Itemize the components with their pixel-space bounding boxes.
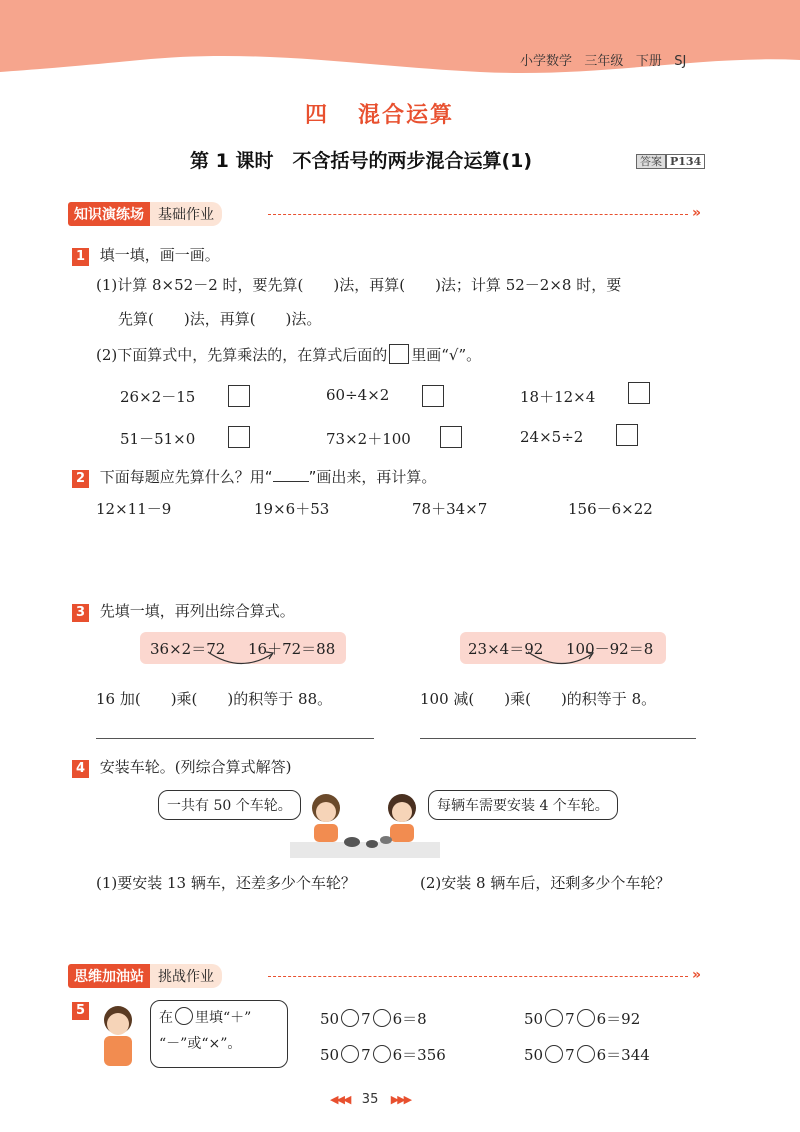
q5-result: 6＝8 — [392, 1010, 427, 1028]
q1-check-box[interactable] — [440, 426, 462, 448]
q1-expression: 18＋12×4 — [520, 388, 596, 406]
sample-circle-icon — [175, 1007, 193, 1025]
q1-check-box[interactable] — [616, 424, 638, 446]
q5-operand: 50 — [524, 1046, 544, 1064]
section-challenge-tag: 思维加油站 — [68, 964, 150, 988]
q5-answer-circle[interactable] — [341, 1045, 359, 1063]
q3-left-arrow-icon — [200, 648, 280, 672]
q3-number: 3 — [72, 604, 89, 622]
q5-answer-circle[interactable] — [373, 1009, 391, 1027]
q1-part1-line1[interactable]: (1)计算 8×52－2 时，要先算( )法，再算( )法；计算 52－2×8 时，要 — [96, 276, 622, 294]
q2-expression[interactable]: 156－6×22 — [568, 500, 653, 518]
chapter-heading — [305, 98, 454, 129]
q4-title-row — [72, 756, 292, 778]
q4-bubble-left: 一共有 50 个车轮。 — [158, 790, 301, 820]
q5-operand: 50 — [320, 1010, 340, 1028]
q1-part1-line2[interactable]: 先算( )法，再算( )法。 — [118, 310, 322, 328]
section-basic — [68, 202, 708, 226]
section-basic-sub: 基础作业 — [150, 202, 222, 226]
children-building-cars-illustration — [290, 780, 440, 860]
section-basic-tag: 知识演练场 — [68, 202, 150, 226]
q2-title-row — [72, 466, 436, 488]
q2-title-a: 下面每题应先算什么？用“ — [99, 468, 273, 486]
q3-right-prompt: 100 减( )乘( )的积等于 8。 — [420, 690, 657, 708]
q5-number: 5 — [72, 1002, 89, 1020]
q5-bubble-text-a: 在 — [159, 1010, 173, 1026]
q1-check-box[interactable] — [628, 382, 650, 404]
q1-number: 1 — [72, 248, 89, 266]
q4-bubble-right: 每辆车需要安装 4 个车轮。 — [428, 790, 618, 820]
q1-part2-row — [96, 344, 481, 365]
q1-part2-text-a: (2)下面算式中，先算乘法的，在算式后面的 — [96, 346, 388, 364]
q5-operand: 50 — [320, 1046, 340, 1064]
header-band — [0, 0, 800, 90]
q5-answer-circle[interactable] — [545, 1045, 563, 1063]
header-grade: 三年级 — [584, 54, 624, 69]
q1-title-row — [72, 244, 220, 266]
page-footer — [330, 1092, 410, 1107]
lesson-title: 第 1 课时 不含括号的两步混合运算(1) — [190, 150, 533, 172]
q5-item — [524, 1008, 640, 1029]
section-divider — [268, 214, 688, 215]
q1-check-box[interactable] — [228, 385, 250, 407]
q1-check-box[interactable] — [228, 426, 250, 448]
q5-operand: 7 — [361, 1046, 371, 1064]
q3-left-prompt: 16 加( )乘( )的积等于 88。 — [96, 690, 333, 708]
q1-expression: 73×2＋100 — [326, 430, 411, 448]
q1-expression: 24×5÷2 — [520, 428, 584, 446]
underline-sample — [273, 469, 309, 482]
q5-answer-circle[interactable] — [577, 1009, 595, 1027]
answer-page: P134 — [666, 154, 705, 169]
chapter-number: 四 — [305, 103, 330, 128]
q3-title: 先填一填，再列出综合算式。 — [99, 602, 295, 620]
next-arrows-icon: ▶▶▶ — [390, 1093, 411, 1106]
q3-left-eq-a: 36×2＝72 — [150, 640, 226, 658]
header-edition: SJ — [674, 54, 687, 69]
q4-title: 安装车轮。(列综合算式解答) — [99, 758, 292, 776]
q5-item — [320, 1044, 446, 1065]
q2-expression[interactable]: 78＋34×7 — [412, 500, 488, 518]
q5-operand: 7 — [361, 1010, 371, 1028]
q2-title-b: ”画出来，再计算。 — [308, 468, 437, 486]
q3-left-eq-b: 16＋72＝88 — [248, 640, 336, 658]
section-arrow-icon: » — [692, 967, 702, 983]
section-challenge-sub: 挑战作业 — [150, 964, 222, 988]
q5-result: 6＝344 — [596, 1046, 650, 1064]
q4-sub2: (2)安装 8 辆车后，还剩多少个车轮？ — [420, 874, 671, 892]
q5-answer-circle[interactable] — [545, 1009, 563, 1027]
q1-expression: 51－51×0 — [120, 430, 196, 448]
q1-expression: 26×2－15 — [120, 388, 196, 406]
q5-operand: 7 — [565, 1046, 575, 1064]
q3-right-eq-b: 100－92＝8 — [566, 640, 654, 658]
q5-operand: 50 — [524, 1010, 544, 1028]
header-info — [520, 50, 686, 69]
q4-number: 4 — [72, 760, 89, 778]
section-divider — [268, 976, 688, 977]
chapter-title: 混合运算 — [358, 103, 455, 128]
q5-answer-circle[interactable] — [577, 1045, 595, 1063]
q5-answer-circle[interactable] — [341, 1009, 359, 1027]
q5-operand: 7 — [565, 1010, 575, 1028]
q2-number: 2 — [72, 470, 89, 488]
q1-check-box[interactable] — [422, 385, 444, 407]
q5-item — [320, 1008, 427, 1029]
q1-title: 填一填，画一画。 — [99, 246, 220, 264]
answer-label: 答案 — [636, 154, 666, 169]
q1-part2-text-b: 里画“√”。 — [411, 346, 482, 364]
q3-title-row — [72, 600, 295, 622]
q2-expression[interactable]: 19×6＋53 — [254, 500, 330, 518]
q2-expression[interactable]: 12×11－9 — [96, 500, 172, 518]
sample-box-icon — [389, 344, 409, 364]
q1-expression: 60÷4×2 — [326, 386, 390, 404]
q3-right-answer-line[interactable] — [420, 738, 696, 739]
header-subject: 小学数学 — [520, 54, 573, 69]
page-number: 35 — [361, 1092, 379, 1107]
q5-item — [524, 1044, 650, 1065]
q5-bubble-text-c: “－”或“×”。 — [159, 1036, 242, 1052]
q5-answer-circle[interactable] — [373, 1045, 391, 1063]
q5-bubble — [150, 1000, 288, 1068]
q5-result: 6＝356 — [392, 1046, 446, 1064]
q4-sub1: (1)要安装 13 辆车，还差多少个车轮？ — [96, 874, 356, 892]
section-arrow-icon: » — [692, 205, 702, 221]
answer-ref[interactable] — [636, 150, 705, 169]
q3-right-arrow-icon — [520, 648, 600, 672]
header-volume: 下册 — [635, 54, 662, 69]
q3-left-answer-line[interactable] — [96, 738, 374, 739]
q5-result: 6＝92 — [596, 1010, 641, 1028]
prev-arrows-icon: ◀◀◀ — [330, 1093, 350, 1106]
q3-right-eq-a: 23×4＝92 — [468, 640, 544, 658]
section-challenge — [68, 964, 708, 988]
boy-illustration — [96, 1002, 142, 1070]
q5-bubble-text-b: 里填“＋” — [195, 1010, 252, 1026]
